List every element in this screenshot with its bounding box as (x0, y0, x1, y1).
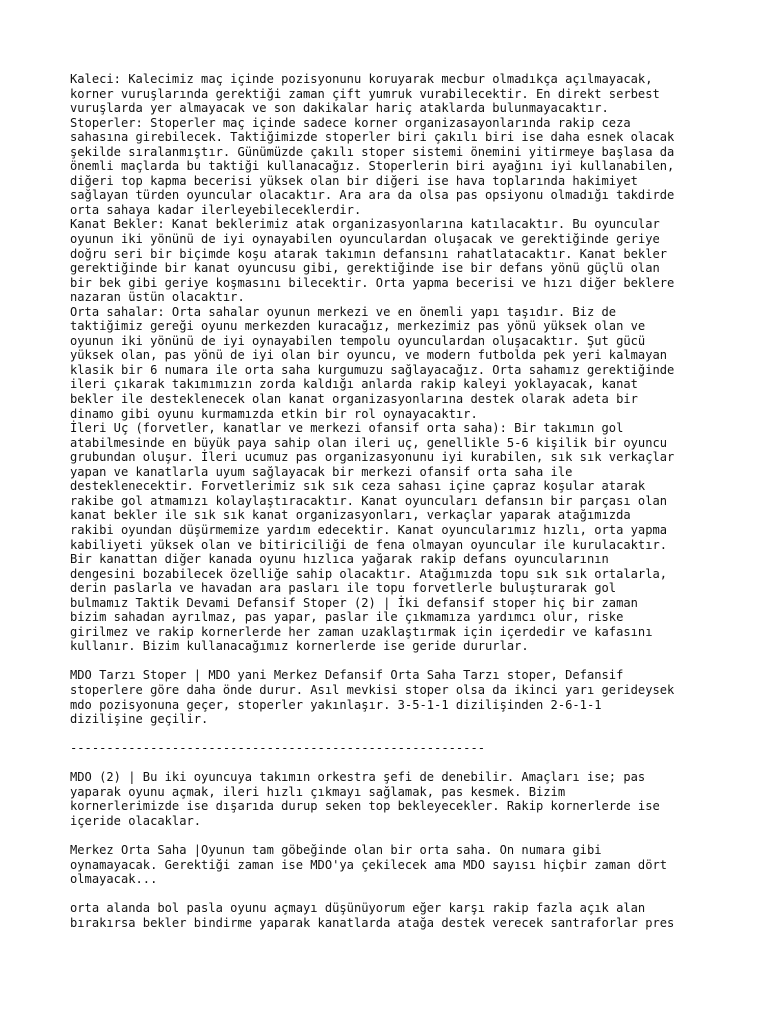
text-line: kanat bekler ile sık sık kanat organizasyonları, verkaçlar yaparak atağımızda (70, 508, 631, 523)
text-line: taktiğimiz gereği oyunu merkezden kuracağız, merkezimiz pas yönü yüksek olan ve (70, 319, 646, 334)
text-line: girilmez ve rakip kornerlerde her zaman uzaklaştırmak için içerdedir ve kafasını (70, 624, 653, 639)
text-line: gerektiğinde bir kanat oyuncusu gibi, gerektiğinde ise bir defans yönü güçlü olan (70, 261, 660, 276)
text-line: yüksek olan, pas yönü de iyi olan bir oyuncu, ve modern futbolda pek yeri kalmayan (70, 348, 668, 363)
text-line: korner vuruşlarında gerektiği zaman çift yumruk vurabilecektir. En direkt serbest (70, 86, 660, 101)
text-line: yapan ve kanatlarla uyum sağlayacak bir merkezi ofansif orta saha ile (70, 464, 573, 479)
text-line: ileri çıkarak takımımızın zorda kaldığı anlarda rakip kaleyi yoklayacak, kanat (70, 377, 638, 392)
text-line: kabiliyeti yüksek olan ve bitiriciliği de fena olmayan oyuncular ile kurulacaktır. (70, 537, 668, 552)
blank-line (70, 756, 710, 771)
text-line: dengesini bozabilecek özelliğe sahip olacaktır. Atağımızda topu sık sık ortalarla, (70, 566, 668, 581)
text-line: rakibe gol atmamızı kolaylaştıracaktır. Kanat oyuncuları defansın bir parçası olan (70, 493, 668, 508)
separator-line: --------------------------------------------------------- (70, 741, 486, 756)
text-line: İleri Uç (forvetler, kanatlar ve merkezi ofansif orta saha): Bir takımın gol (70, 421, 624, 436)
text-line: MDO (2) | Bu iki oyuncuya takımın orkestra şefi de denebilir. Amaçları ise; pas (70, 770, 646, 785)
text-line: orta sahaya kadar ilerleyebileceklerdir. (70, 202, 362, 217)
blank-line (70, 654, 710, 669)
text-line: önemli maçlarda bu taktiği kullanacağız. Stoperlerin biri ayağını iyi kullanabilen, (70, 159, 675, 174)
text-line: bir bek gibi geriye koşmasını bilecektir. Orta yapma becerisi ve hızı diğer beklere (70, 275, 675, 290)
text-line: Kanat Bekler: Kanat beklerimiz atak organizasyonlarına katılacaktır. Bu oyuncular (70, 217, 660, 232)
text-line: kornerlerimizde ise dışarıda durup seken top bekleyecekler. Rakip kornerlerde ise (70, 799, 660, 814)
text-line: içeride olacaklar. (70, 813, 202, 828)
text-line: oynamayacak. Gerektiği zaman ise MDO'ya çekilecek ama MDO sayısı hiçbir zaman dört (70, 857, 668, 872)
text-line: sahasına girebilecek. Taktiğimizde stoperler biri çakılı biri ise daha esnek olacak (70, 130, 675, 145)
text-line: oyunun iki yönünü de iyi oynayabilen tempolu oyunculardan oluşacaktır. Şut gücü (70, 333, 646, 348)
text-line: derin paslarla ve havadan ara pasları ile topu forvetlerle buluşturarak gol (70, 581, 617, 596)
text-line: olmayacak... (70, 872, 158, 887)
text-line: diğeri top kapma becerisi yüksek olan bir diğeri ise hava toplarında hakimiyet (70, 173, 638, 188)
text-line: Stoperler: Stoperler maç içinde sadece korner organizasayonlarında rakip ceza (70, 115, 631, 130)
text-line: yaparak oyunu açmak, ileri hızlı çıkmayı sağlamak, pas kesmek. Bizim (70, 784, 566, 799)
blank-line (70, 887, 710, 902)
text-line: bizim sahadan ayrılmaz, pas yapar, paslar ile çıkmamıza yardımcı olur, riske (70, 610, 624, 625)
text-line: Bir kanattan diğer kanada oyunu hızlıca yağarak rakip defans oyuncularının (70, 552, 609, 567)
text-line: bırakırsa bekler bindirme yaparak kanatlarda atağa destek verecek santraforlar pres (70, 915, 675, 930)
text-line: Orta sahalar: Orta sahalar oyunun merkezi ve en önemli yapı taşıdır. Biz de (70, 304, 617, 319)
text-line: klasik bir 6 numara ile orta saha kurgumuzu sağlayacağız. Orta sahamız gerektiğinde (70, 362, 675, 377)
blank-line (70, 828, 710, 843)
document-body (70, 72, 710, 930)
text-line: kullanır. Bizim kullanacağımız kornerlerde ise geride dururlar. (70, 639, 529, 654)
text-line: bulmamız Taktik Devami Defansif Stoper (2) | İki defansif stoper hiç bir zaman (70, 595, 638, 610)
text-line: nazaran üstün olacaktır. (70, 290, 245, 305)
text-line: Merkez Orta Saha |Oyunun tam göbeğinde olan bir orta saha. On numara gibi (70, 842, 602, 857)
text-line: oyunun iki yönünü de iyi oynayabilen oyunculardan oluşacak ve gerektiğinde geriye (70, 232, 660, 247)
text-line: vuruşlarda yer almayacak ve son dakikalar hariç ataklarda bulunmayacaktır. (70, 101, 609, 116)
text-line: Kaleci: Kalecimiz maç içinde pozisyonunu koruyarak mecbur olmadıkça açılmayacak, (70, 72, 653, 86)
text-line: sağlayan türden oyuncular olacaktır. Ara ara da olsa pas opsiyonu olmadığı takdirde (70, 188, 675, 203)
text-line: mdo pozisyonuna geçer, stoperler yakınlaşır. 3-5-1-1 dizilişinden 2-6-1-1 (70, 697, 602, 712)
text-line: bekler ile desteklenecek olan kanat organizasyonlarına destek olarak adeta bir (70, 392, 638, 407)
blank-line (70, 727, 710, 742)
text-line: stoperlere göre daha önde durur. Asıl mevkisi stoper olsa da ikinci yarı gerideysek (70, 682, 675, 697)
text-line: orta alanda bol pasla oyunu açmayı düşünüyorum eğer karşı rakip fazla açık alan (70, 901, 646, 916)
text-line: grubundan oluşur. İleri ucumuz pas organizasyonunu iyi kurabilen, sık sık verkaçlar (70, 450, 675, 465)
text-line: MDO Tarzı Stoper | MDO yani Merkez Defansif Orta Saha Tarzı stoper, Defansif (70, 668, 624, 683)
text-line: desteklenecektir. Forvetlerimiz sık sık ceza sahası içine çapraz koşular atarak (70, 479, 646, 494)
text-line: dizilişine geçilir. (70, 712, 209, 727)
text-line: doğru seri bir biçimde koşu atarak takımın defansını rahatlatacaktır. Kanat bekler (70, 246, 668, 261)
text-line: dinamo gibi oyunu kurmamızda etkin bir rol oynayacaktır. (70, 406, 478, 421)
text-line: rakibi oyundan düşürmemize yardım edecektir. Kanat oyuncularımız hızlı, orta yapma (70, 522, 668, 537)
text-line: şekilde sıralanmıştır. Günümüzde çakılı stoper sistemi önemini yitirmeye başlasa da (70, 144, 675, 159)
text-line: atabilmesinde en büyük paya sahip olan ileri uç, genellikle 5-6 kişilik bir oyuncu (70, 435, 668, 450)
